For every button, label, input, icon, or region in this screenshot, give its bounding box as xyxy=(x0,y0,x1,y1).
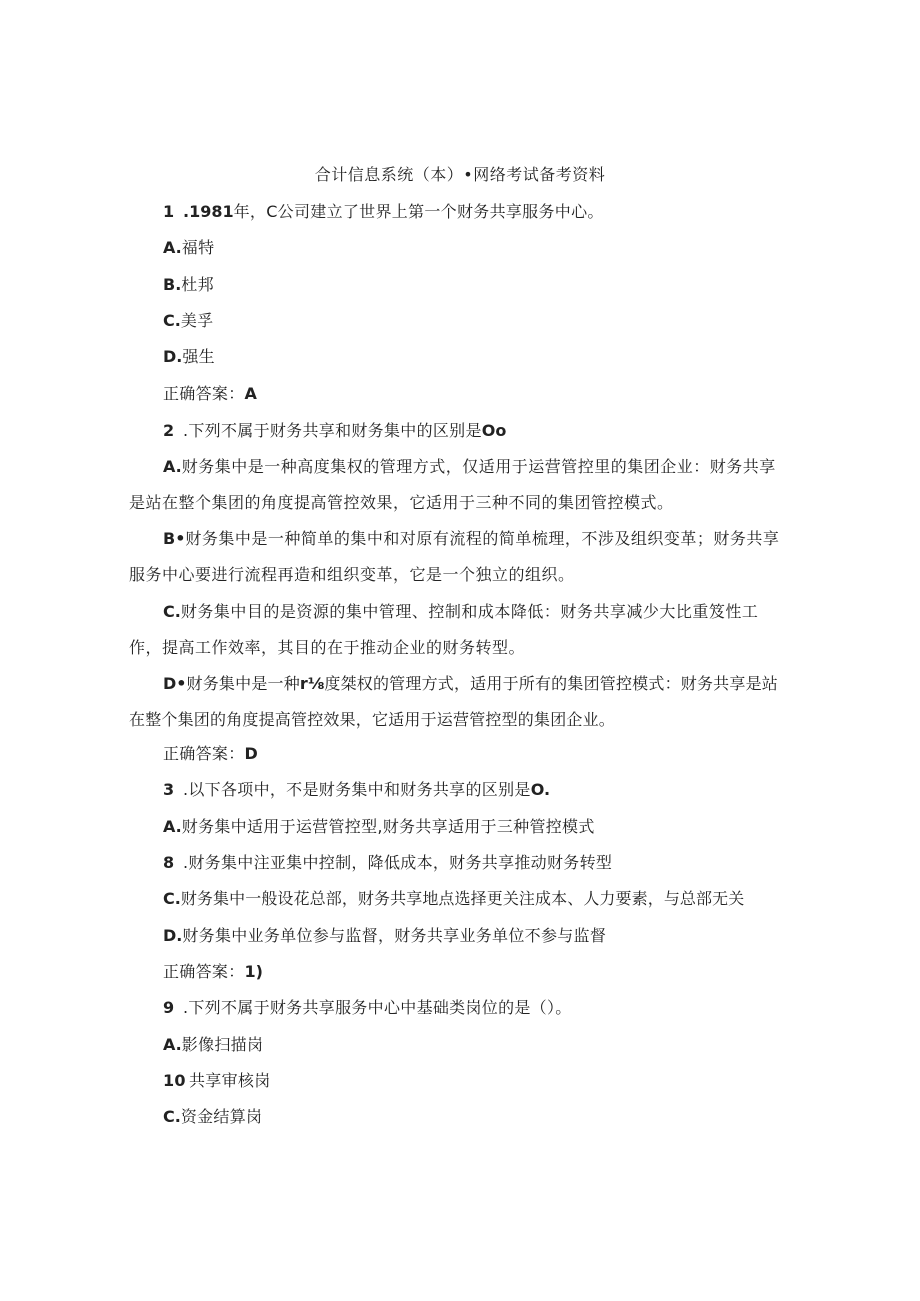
option-label: D. xyxy=(163,926,183,945)
q2-option-d xyxy=(129,666,789,738)
option-label: A. xyxy=(163,457,182,476)
option-text: 财务集中是一种 xyxy=(186,674,300,693)
question-number: 3 xyxy=(163,780,175,799)
option-text: 财务集中一般设花总部，财务共享地点选择更关注成本、人力要素，与总部无关 xyxy=(180,889,745,908)
answer-label: 正确答案： xyxy=(163,962,245,981)
option-label: A. xyxy=(163,238,182,257)
answer-value: 1) xyxy=(244,962,263,981)
question-number: 1 xyxy=(163,202,175,221)
q4-option-c xyxy=(163,1106,262,1128)
option-text: 强生 xyxy=(182,347,215,366)
question-text-tail: Oo xyxy=(481,421,507,440)
q1-answer xyxy=(163,383,257,405)
option-label: D• xyxy=(163,674,187,693)
q3-option-a xyxy=(163,816,595,838)
option-label: A. xyxy=(163,1035,182,1054)
answer-value: D xyxy=(244,744,258,763)
question-2-stem xyxy=(163,420,506,442)
q1-option-b xyxy=(163,274,214,296)
q2-answer xyxy=(163,743,258,765)
question-year: .1981 xyxy=(183,202,234,221)
q2-option-c xyxy=(129,594,789,666)
document-title: 合计信息系统（本）•网络考试备考资料 xyxy=(314,165,606,184)
question-text: 年，C公司建立了世界上第一个财务共享服务中心。 xyxy=(233,202,604,221)
question-number: 2 xyxy=(163,421,175,440)
question-text: .下列不属于财务共享和财务集中的区别是 xyxy=(183,421,482,440)
option-text: 共享审核岗 xyxy=(189,1071,271,1090)
option-text: 财务集中目的是资源的集中管理、控制和成本降低：财务共享减少大比重笈性工作，提高工作效率，其目的在于推动企业的财务转型。 xyxy=(129,602,759,657)
option-label: A. xyxy=(163,817,182,836)
option-label: C. xyxy=(163,311,181,330)
option-text-garbled: r⅛ xyxy=(299,674,325,693)
q3-option-b xyxy=(163,852,612,874)
question-1-stem xyxy=(163,201,604,223)
answer-label: 正确答案： xyxy=(163,744,245,763)
q3-option-c xyxy=(163,888,744,910)
option-text: 资金结算岗 xyxy=(180,1107,263,1126)
question-number: 9 xyxy=(163,998,175,1017)
option-label: C. xyxy=(163,889,181,908)
q3-answer xyxy=(163,961,263,983)
answer-value: A xyxy=(244,384,257,403)
option-label: B• xyxy=(163,529,186,548)
question-text: .以下各项中，不是财务集中和财务共享的区别是 xyxy=(183,780,531,799)
question-text-tail: O. xyxy=(530,780,551,799)
q1-option-d xyxy=(163,346,215,368)
question-4-stem xyxy=(163,997,572,1019)
question-3-stem xyxy=(163,779,550,801)
option-label: D. xyxy=(163,347,183,366)
question-text: .下列不属于财务共享服务中心中基础类岗位的是（）。 xyxy=(183,998,572,1017)
option-text: 美孚 xyxy=(180,311,214,330)
option-text: 度桀权的管理方式，适用于所有的集团管控模式：财务共享是站在整个集团的角度提高管控效果，它适用于运营管控型的集团企业。 xyxy=(129,674,778,729)
option-text: 影像扫描岗 xyxy=(181,1035,264,1054)
option-text: 财务集中是一种简单的集中和对原有流程的简单梳理，不涉及组织变革；财务共享服务中心要进行流程再造和组织变革，它是一个独立的组织。 xyxy=(129,529,780,584)
option-text: 杜邦 xyxy=(181,275,214,294)
option-text: 财务集中适用于运营管控型,财务共享适用于三种管控模式 xyxy=(181,817,595,836)
option-label: 10 xyxy=(163,1071,186,1090)
option-text: 财务集中业务单位参与监督，财务共享业务单位不参与监督 xyxy=(182,926,607,945)
q1-option-a xyxy=(163,237,214,259)
option-label: B. xyxy=(163,275,182,294)
q1-option-c xyxy=(163,310,213,332)
q3-option-d xyxy=(163,925,606,947)
q2-option-a xyxy=(129,449,789,521)
option-label: C. xyxy=(163,1107,181,1126)
q4-option-a xyxy=(163,1034,263,1056)
option-text: 福特 xyxy=(181,238,215,257)
q4-option-b xyxy=(163,1070,271,1092)
option-text: .财务集中注亚集中控制，降低成本，财务共享推动财务转型 xyxy=(183,853,613,872)
option-text: 财务集中是一种高度集权的管理方式，仅适用于运营管控里的集团企业：财务共享是站在整个集团的角度提高管控效果，它适用于三种不同的集团管控模式。 xyxy=(129,457,776,512)
option-label: C. xyxy=(163,602,181,621)
q2-option-b xyxy=(129,521,789,593)
answer-label: 正确答案： xyxy=(163,384,245,403)
option-label: 8 xyxy=(163,853,175,872)
